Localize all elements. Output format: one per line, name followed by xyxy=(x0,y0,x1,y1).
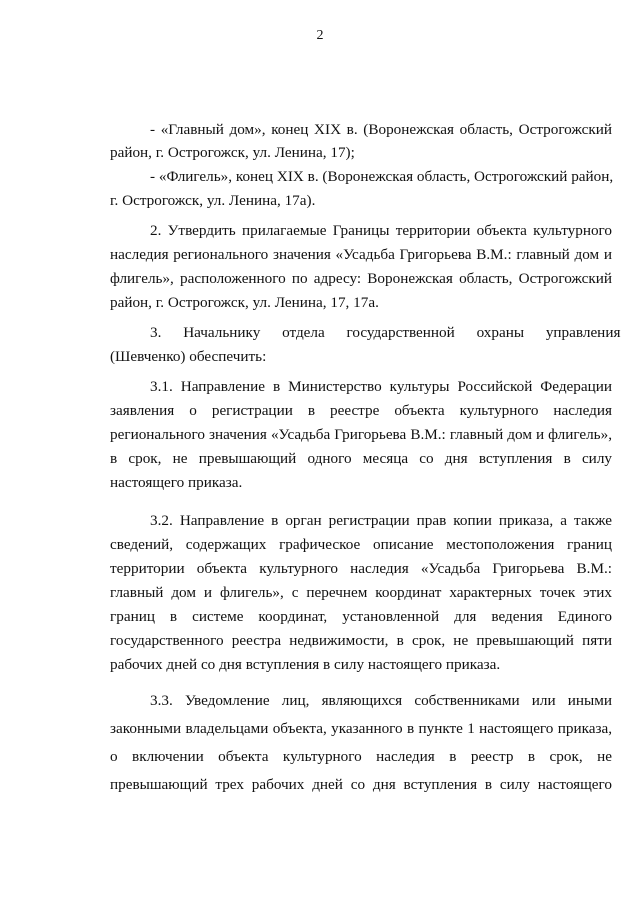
body-line: главный дом и флигель», с перечнем координат характерных точек этих xyxy=(110,584,612,601)
body-line: о включении объекта культурного наследия в реестр в срок, не xyxy=(110,748,612,765)
body-line: государственного реестра недвижимости, в срок, не превышающий пяти xyxy=(110,632,612,649)
body-line: превышающий трех рабочих дней со дня вступления в силу настоящего xyxy=(110,776,612,793)
body-line: настоящего приказа. xyxy=(110,474,243,491)
body-line: 3. Начальнику отдела государственной охраны управления xyxy=(150,324,621,341)
body-line: сведений, содержащих графическое описание местоположения границ xyxy=(110,536,612,553)
body-line: - «Главный дом», конец XIX в. (Воронежская область, Острогожский xyxy=(150,121,612,138)
body-line: район, г. Острогожск, ул. Ленина, 17); xyxy=(110,144,355,161)
body-line: 2. Утвердить прилагаемые Границы территории объекта культурного xyxy=(150,222,612,239)
body-line: район, г. Острогожск, ул. Ленина, 17, 17а. xyxy=(110,294,379,311)
page-number: 2 xyxy=(316,28,324,43)
body-line: 3.1. Направление в Министерство культуры Российской Федерации xyxy=(150,378,612,395)
body-line: наследия регионального значения «Усадьба Григорьева В.М.: главный дом и xyxy=(110,246,612,263)
body-line: в срок, не превышающий одного месяца со дня вступления в силу xyxy=(110,450,612,467)
body-line: границ в системе координат, установленной для ведения Единого xyxy=(110,608,612,625)
body-line: 3.3. Уведомление лиц, являющихся собственниками или иными xyxy=(150,692,612,709)
body-line: (Шевченко) обеспечить: xyxy=(110,348,267,365)
body-line: - «Флигель», конец XIX в. (Воронежская область, Острогожский район, xyxy=(150,168,614,185)
body-line: г. Острогожск, ул. Ленина, 17а). xyxy=(110,192,316,209)
body-line: законными владельцами объекта, указанного в пункте 1 настоящего приказа, xyxy=(110,720,612,737)
body-line: территории объекта культурного наследия «Усадьба Григорьева В.М.: xyxy=(110,560,612,577)
body-line: рабочих дней со дня вступления в силу настоящего приказа. xyxy=(110,656,501,673)
body-line: флигель», расположенного по адресу: Воронежская область, Острогожский xyxy=(110,270,612,287)
body-line: заявления о регистрации в реестре объекта культурного наследия xyxy=(110,402,612,419)
body-line: регионального значения «Усадьба Григорьева В.М.: главный дом и флигель», xyxy=(110,426,612,443)
body-line: 3.2. Направление в орган регистрации прав копии приказа, а также xyxy=(150,512,612,529)
